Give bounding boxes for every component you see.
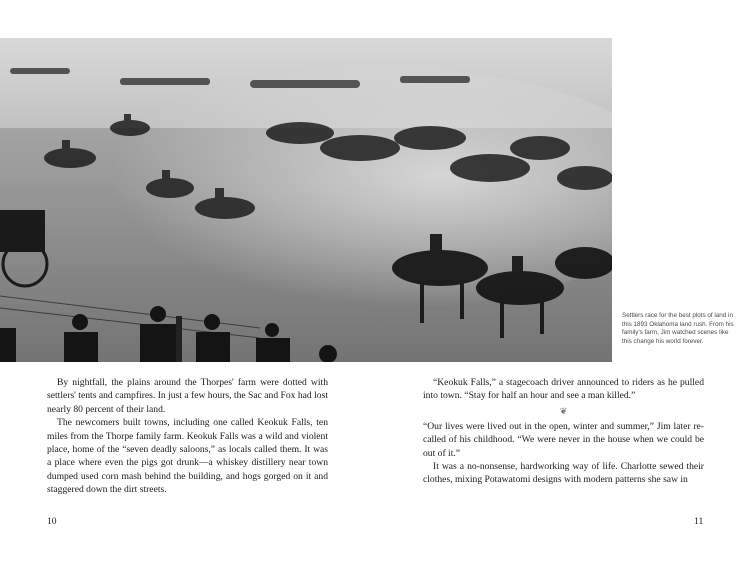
page-number-right: 11 [694, 516, 704, 527]
land-rush-photo [0, 38, 612, 362]
paragraph: “Our lives were lived out in the open, winter and summer,” Jim later re-called of his childhood. “We were never in the house when we could be out of it.” [423, 420, 704, 459]
right-text-column [423, 376, 704, 487]
photo-caption: Settlers race for the best plots of land in this 1893 Oklahoma land rush. From his family's farm, Jim watched scenes like this change his world forever. [622, 312, 734, 345]
paragraph: The newcomers built towns, including one called Keokuk Falls, ten miles from the Thorpe family farm. Keokuk Falls was a wild and violent place, home of the “seven deadly saloons,” as locals called them. It was a place where even the pigs got drunk—a whiskey distillery near town dumped used corn mash behind the building, and hogs gorged on it and staggered down the dirt streets. [47, 417, 328, 496]
paragraph: It was a no-nonsense, hardworking way of life. Charlotte sewed their clothes, mixing Potawatomi designs with modern patterns she saw in [423, 461, 704, 486]
paragraph: “Keokuk Falls,” a stagecoach driver announced to riders as he pulled into town. “Stay for half an hour and see a man killed.” [423, 377, 704, 402]
left-text-column [47, 376, 328, 497]
land-rush-illustration [0, 38, 612, 362]
page-number-left: 10 [47, 516, 57, 527]
section-break-ornament-icon: ❦ [559, 405, 568, 416]
paragraph: By nightfall, the plains around the Thorpes' farm were dotted with settlers' tents and campfires. In just a few hours, the Sac and Fox had lost nearly 80 percent of their land. [47, 377, 328, 415]
